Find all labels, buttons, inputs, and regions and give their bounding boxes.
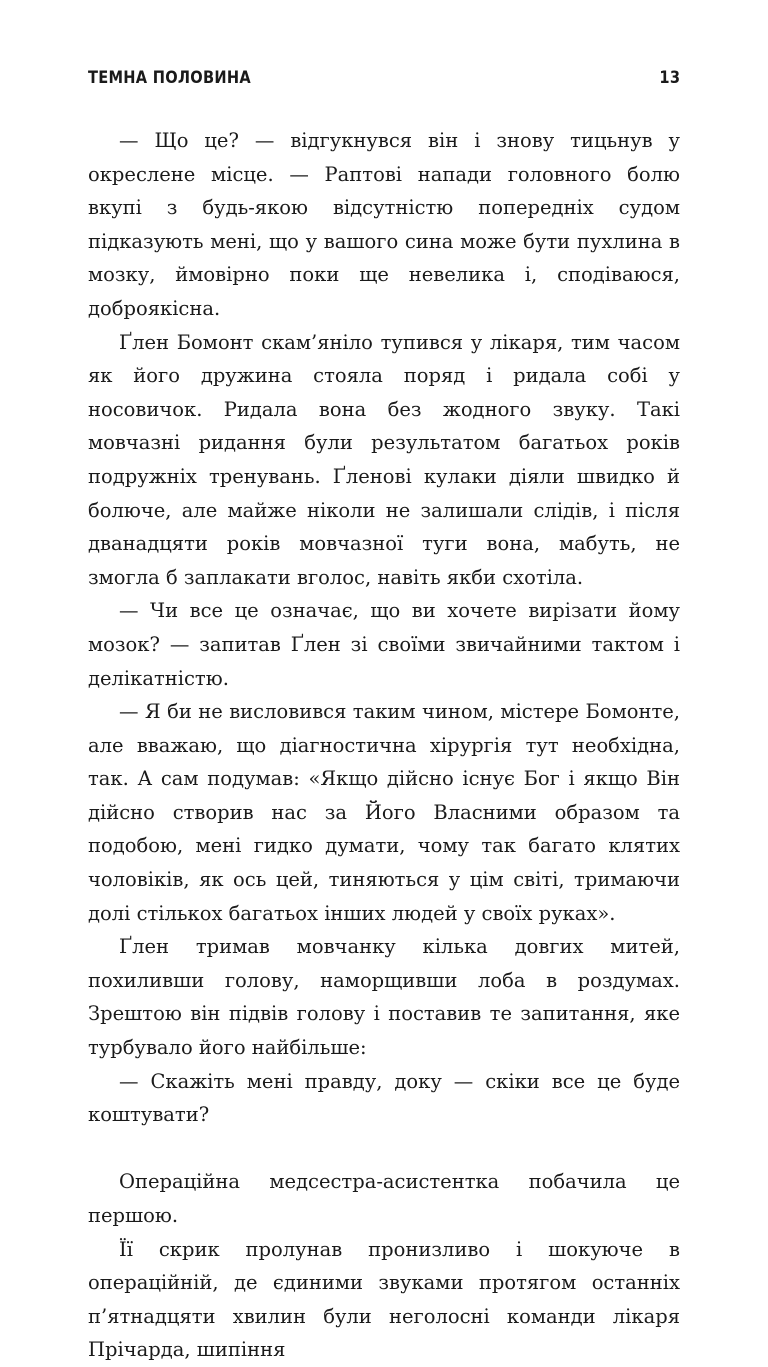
paragraph: — Чи все це означає, що ви хочете вирізати йому мозок? — запитав Ґлен зі своїми звичайними тактом і делікатністю. — [88, 599, 680, 690]
book-page — [88, 68, 680, 1367]
running-head — [88, 68, 680, 88]
paragraph: — Я би не висловився таким чином, містере Бомонте, але вважаю, що діагностична хірургія тут необхідна, так. А сам подумав: «Якщо дійсно існує Бог і якщо Він дійсно створив нас за Його Власними образом та подобою, мені гидко думати, чому так багато клятих чоловіків, як ось цей, тиняються у цім світі, тримаючи долі стількох багатьох інших людей у своїх руках». — [88, 700, 680, 925]
body-text — [88, 124, 680, 1367]
paragraph: Ґлен тримав мовчанку кілька довгих митей, похиливши голову, наморщивши лоба в роздумах. Зрештою він підвів голову і поставив те запитання, яке турбувало його найбільше: — [88, 935, 680, 1060]
paragraph: — Скажіть мені правду, доку — скіки все це буде коштувати? — [88, 1069, 680, 1127]
running-title: ТЕМНА ПОЛОВИНА — [88, 68, 251, 88]
paragraph: Ґлен Бомонт скам’яніло тупився у лікаря, тим часом як його дружина стояла поряд і ридала собі у носовичок. Ридала вона без жодного звуку. Такі мовчазні ридання були результатом багатьох років подружніх тренувань. Ґленові кулаки діяли швидко й болюче, але майже ніколи не залишали слідів, і після дванадцяти років мовчазної туги вона, мабуть, не змогла б заплакати вголос, навіть якби схотіла. — [88, 330, 680, 589]
page-number: 13 — [659, 68, 680, 88]
paragraph: — Що це? — відгукнувся він і знову тицьнув у окреслене місце. — Раптові напади головного болю вкупі з будь-якою відсутністю попередніх судом підказують мені, що у вашого сина може бути пухлина в мозку, ймовірно поки ще невелика і, сподіваюся, доброякісна. — [88, 129, 680, 320]
paragraph: Її скрик пролунав пронизливо і шокуюче в операційній, де єдиними звуками протягом останніх п’ятнадцяти хвилин були неголосні команди лікаря Прічарда, шипіння — [88, 1237, 680, 1362]
paragraph: Операційна медсестра-асистентка побачила це першою. — [88, 1170, 680, 1227]
